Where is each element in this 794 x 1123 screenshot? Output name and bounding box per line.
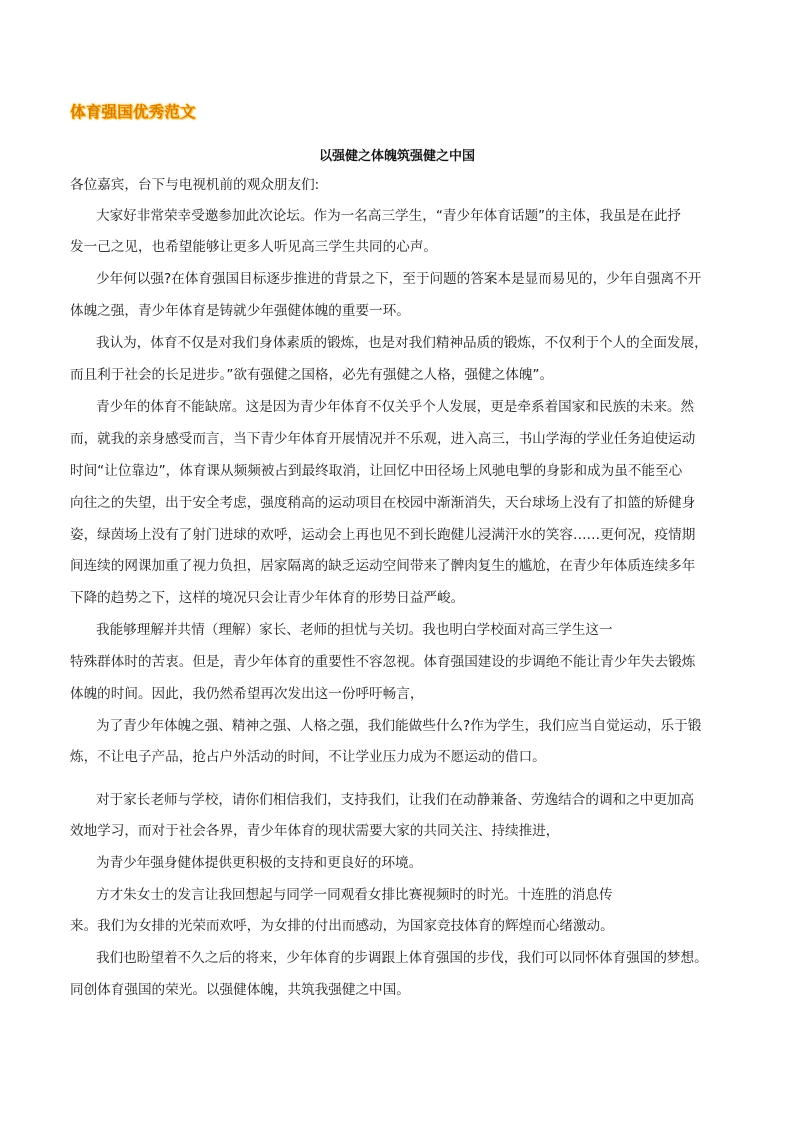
paragraph-line: 为青少年强身健体提供更积极的支持和更良好的环境。 [96, 855, 423, 871]
paragraph-line: 方才朱女士的发言让我回想起与同学一同观看女排比赛视频时的时光。十连胜的消息传 [96, 887, 613, 903]
paragraph-line: 为了青少年体魄之强、精神之强、人格之强，我们能做些什么?作为学生，我们应当自觉运动，乐于锻 [96, 718, 702, 734]
paragraph-line: 少年何以强?在体育强国目标逐步推进的背景之下，至于问题的答案本是显而易见的，少年自强离不开 [96, 271, 702, 287]
paragraph-line: 对于家长老师与学校，请你们相信我们，支持我们，让我们在动静兼备、劳逸结合的调和之中更加高 [96, 792, 695, 808]
logo-text: 体育强国优秀范文 [70, 103, 196, 121]
paragraph-line: 发一己之见，也希望能够让更多人听见高三学生共同的心声。 [70, 239, 438, 255]
paragraph-line: 效地学习，而对于社会各界，青少年体育的现状需要大家的共同关注、持续推进， [70, 823, 560, 839]
paragraph-line: 各位嘉宾，台下与电视机前的观众朋友们: [70, 177, 320, 193]
paragraph-line: 间连续的网课加重了视力负担，居家隔离的缺乏运动空间带来了髀肉复生的尴尬，在青少年体质连续多年 [70, 558, 696, 574]
paragraph-line: 体魄之强，青少年体育是铸就少年强健体魄的重要一环。 [70, 303, 410, 319]
paragraph-line: 下降的趋势之下，这样的境况只会让青少年体育的形势日益严峻。 [70, 590, 465, 606]
paragraph-line: 向往之的失望，出于安全考虑，强度稍高的运动项目在校园中渐渐消失，天台球场上没有了扣篮的矫健身 [70, 495, 696, 511]
paragraph-line: 体魄的时间。因此，我仍然希望再次发出这一份呼吁畅言， [70, 686, 424, 702]
paragraph-line: 我能够理解并共情（理解）家长、老师的担忧与关切。我也明白学校面对高三学生这一 [96, 622, 613, 638]
paragraph-line: 炼，不让电子产品，抢占户外活动的时间，不让学业压力成为不愿运动的借口。 [70, 749, 546, 765]
paragraph-line: 我认为，体育不仅是对我们身体素质的锻炼，也是对我们精神品质的锻炼，不仅利于个人的全面发展， [96, 335, 708, 351]
paragraph-line: 特殊群体时的苦衷。但是，青少年体育的重要性不容忽视。体育强国建设的步调绝不能让青少年失去锻炼 [70, 654, 696, 670]
paragraph-line: 同创体育强国的荣光。以强健体魄，共筑我强健之中国。 [70, 982, 410, 998]
paragraph-line: 而，就我的亲身感受而言，当下青少年体育开展情况并不乐观，进入高三，书山学海的学业任务迫使运动 [70, 431, 696, 447]
paragraph-line: 青少年的体育不能缺席。这是因为青少年体育不仅关乎个人发展，更是牵系着国家和民族的未来。然 [96, 399, 695, 415]
document-title [0, 145, 794, 164]
paragraph-line: 而且利于社会的长足进步。”欲有强健之国格，必先有强健之人格，强健之体魄”。 [70, 367, 554, 383]
paragraph-line: 大家好非常荣幸受邀参加此次论坛。作为一名高三学生，“青少年体育话题”的主体，我虽是在此抒 [96, 208, 682, 224]
paragraph-line: 我们也盼望着不久之后的将来，少年体育的步调跟上体育强国的步伐，我们可以同怀体育强国的梦想。 [96, 950, 708, 966]
paragraph-line: 来。我们为女排的光荣而欢呼，为女排的付出而感动，为国家竞技体育的辉煌而心绪激动。 [70, 918, 614, 934]
paragraph-line: 时间“让位靠边”，体育课从频频被占到最终取消，让回忆中田径场上风驰电掣的身影和成为虽不能至心 [70, 463, 683, 479]
paragraph-line: 姿，绿茵场上没有了射门进球的欢呼，运动会上再也见不到长跑健儿浸满汗水的笑容……更何况，疫情期 [70, 527, 696, 543]
title-text: 以强健之体魄筑强健之中国 [318, 149, 475, 164]
